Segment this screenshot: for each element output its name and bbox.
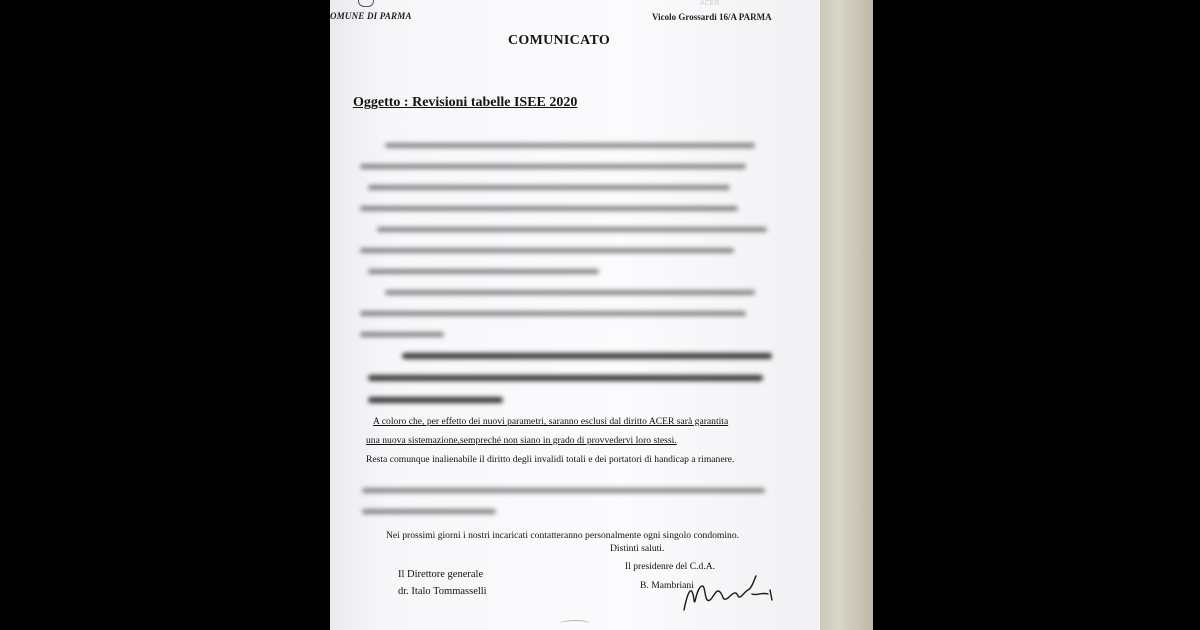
subject-line: Oggetto : Revisioni tabelle ISEE 2020 [353,95,578,110]
blurred-text-line [368,185,729,190]
text-line-invalids: Resta comunque inalienabile il diritto degli invalidi totali e dei portatori di handicap a rimanere. [366,454,735,465]
acer-logo: ACER [700,0,720,7]
blurred-paragraph-3 [362,488,782,530]
footer-mark [560,620,590,627]
text-line-guarantee: A coloro che, per effetto dei nuovi parametri, saranno esclusi dal diritto ACER sarà garantita [373,416,729,427]
greeting: Distinti saluti. [610,543,665,554]
blurred-text-line [362,509,496,514]
blurred-text-line [360,164,746,169]
page-title: COMUNICATO [508,33,611,48]
director-role: Il Direttore generale [398,569,484,580]
blurred-text-line [385,290,755,295]
blurred-text-line [368,375,763,381]
text-line-accommodation: una nuova sistemazione,sempreché non siano in grado di provvedervi loro stessi. [366,435,677,446]
blurred-paragraph-1 [360,143,780,290]
notice-paper [330,0,820,630]
blurred-text-line [360,206,738,211]
blurred-text-line [377,227,768,232]
blurred-text-line [362,488,765,493]
blurred-text-line [360,311,746,316]
comune-name: OMUNE DI PARMA [330,11,412,21]
crest-icon [358,0,374,7]
blurred-text-line [402,353,772,359]
president-role: Il presidenre del C.d.A. [625,561,716,572]
blurred-text-line [360,248,734,253]
president-name: B. Mambriani [640,580,694,591]
wall-background [815,0,873,630]
blurred-paragraph-2 [360,290,780,419]
blurred-text-line [385,143,755,148]
blurred-text-line [368,397,502,403]
comune-logo [330,0,420,26]
director-name: dr. Italo Tommasselli [398,586,487,597]
blurred-text-line [360,332,444,337]
handwritten-signature [680,570,780,615]
header-address: Vicolo Grossardi 16/A PARMA [652,12,772,22]
closing-line: Nei prossimi giorni i nostri incaricati contatteranno personalmente ogni singolo condomino. [386,530,740,541]
blurred-text-line [368,269,599,274]
